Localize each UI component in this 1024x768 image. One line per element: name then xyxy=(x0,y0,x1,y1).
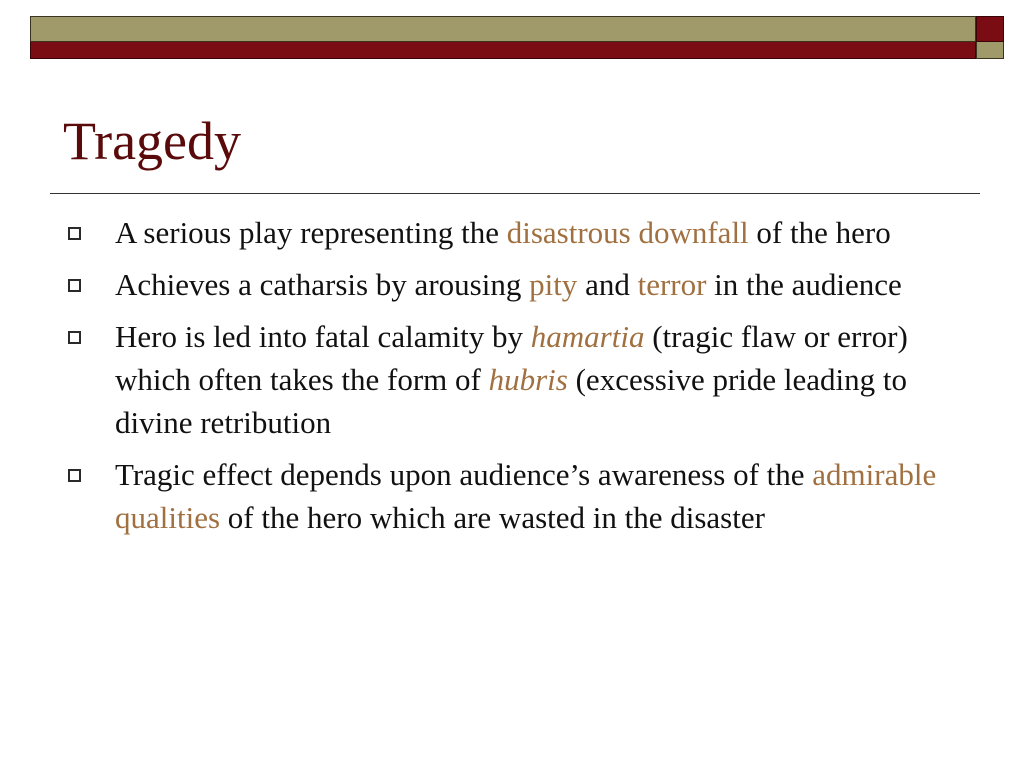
highlight-text: disastrous downfall xyxy=(506,215,749,250)
bullet-text: of the hero xyxy=(748,215,891,250)
bullet-list xyxy=(60,211,960,548)
header-corner-maroon-square xyxy=(976,16,1004,42)
header-band-maroon xyxy=(30,42,976,59)
bullet-text: Hero is led into fatal calamity by xyxy=(115,319,531,354)
bullet-text: in the audience xyxy=(706,267,902,302)
slide-title: Tragedy xyxy=(63,111,242,171)
bullet-item xyxy=(60,453,960,539)
bullet-text: and xyxy=(577,267,638,302)
highlight-text: pity xyxy=(529,267,578,302)
highlight-italic-text: hubris xyxy=(488,362,568,397)
bullet-text: (excessive pride leading to divine retribution xyxy=(115,362,908,440)
bullet-item xyxy=(60,211,960,254)
bullet-text: A serious play representing the xyxy=(115,215,507,250)
bullet-text: (tragic flaw or error) which often takes the form of xyxy=(115,319,908,397)
title-divider xyxy=(50,193,980,194)
bullet-text: of the hero which are wasted in the disaster xyxy=(220,500,765,535)
hollow-square-bullet-icon xyxy=(68,469,81,482)
bullet-text: Achieves a catharsis by arousing xyxy=(115,267,530,302)
hollow-square-bullet-icon xyxy=(68,331,81,344)
bullet-item xyxy=(60,315,960,444)
header-band-olive xyxy=(30,16,976,42)
highlight-text: admirable qualities xyxy=(115,457,937,535)
bullet-item xyxy=(60,263,960,306)
bullet-text: Tragic effect depends upon audience’s awareness of the xyxy=(115,457,813,492)
hollow-square-bullet-icon xyxy=(68,279,81,292)
highlight-text: terror xyxy=(637,267,707,302)
highlight-italic-text: hamartia xyxy=(530,319,645,354)
hollow-square-bullet-icon xyxy=(68,227,81,240)
header-corner-olive-square xyxy=(976,42,1004,59)
